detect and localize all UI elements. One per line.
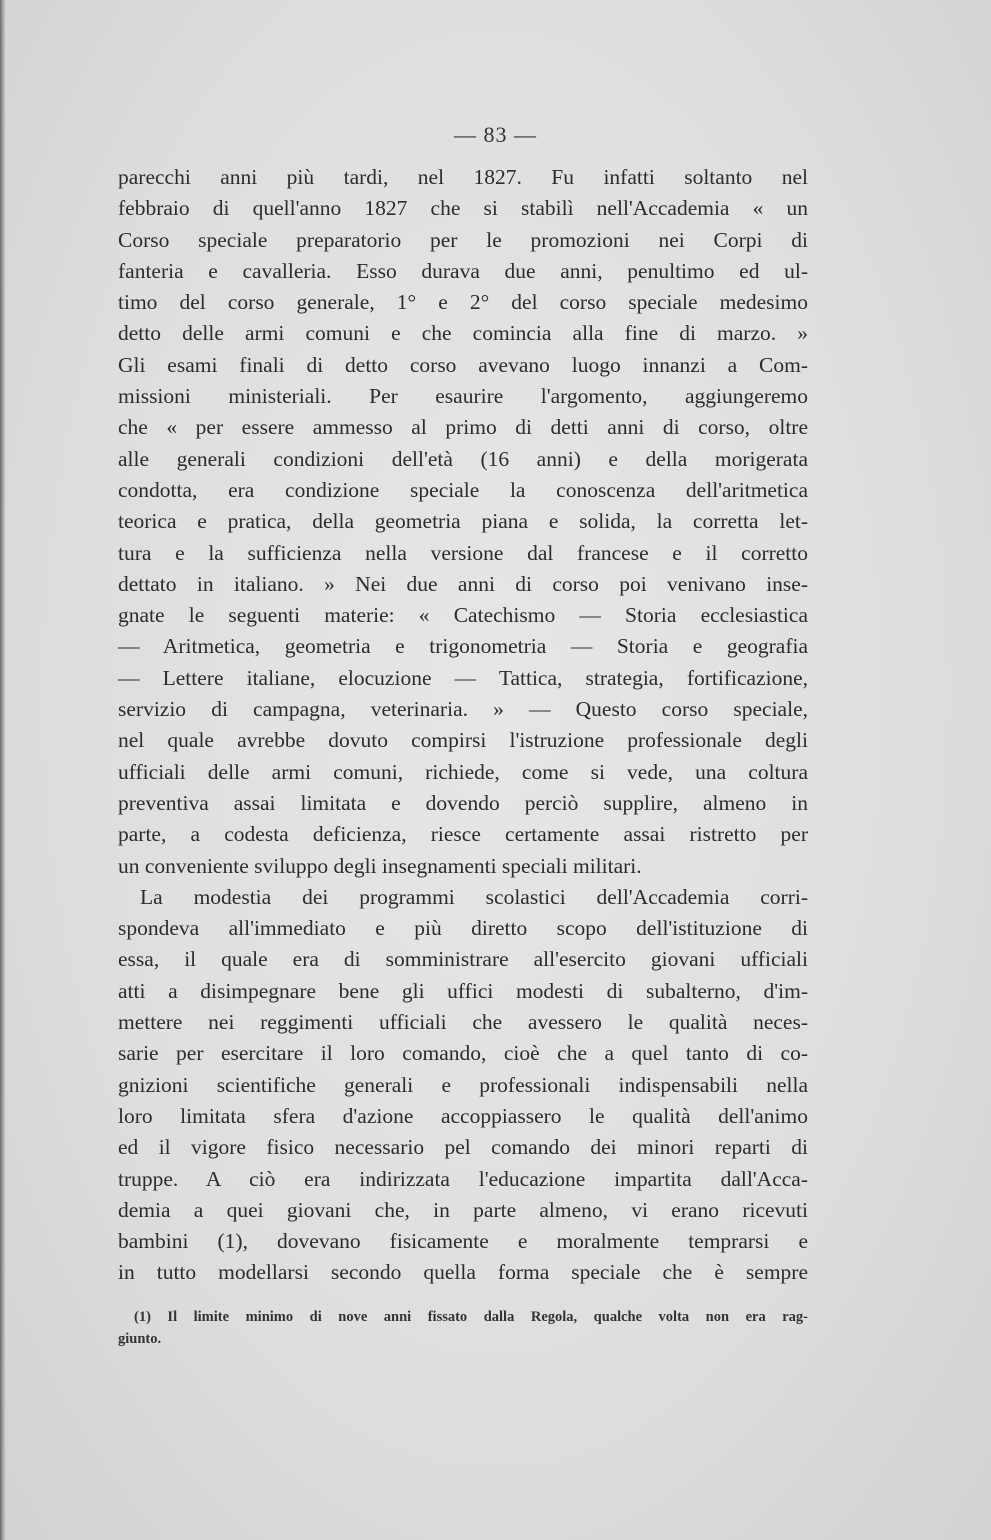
text-line: gnizioni scientifiche generali e professionali indispensabili nella — [118, 1072, 808, 1097]
text-line: demia a quei giovani che, in parte almeno, vi erano ricevuti — [118, 1197, 808, 1222]
text-line: febbraio di quell'anno 1827 che si stabilì nell'Accademia « un — [118, 196, 808, 221]
text-line: alle generali condizioni dell'età (16 anni) e della morigerata — [118, 446, 808, 471]
text-line: dettato in italiano. » Nei due anni di corso poi venivano inse- — [118, 571, 808, 596]
text-line: detto delle armi comuni e che comincia alla fine di marzo. » — [118, 321, 808, 346]
text-line: essa, il quale era di somministrare all'esercito giovani ufficiali — [118, 947, 808, 972]
footnote — [118, 1306, 808, 1350]
text-line: parecchi anni più tardi, nel 1827. Fu infatti soltanto nel — [118, 165, 808, 189]
text-line-paragraph-end: un conveniente sviluppo degli insegnamenti speciali militari. — [118, 853, 642, 878]
footnote-line: giunto. — [118, 1331, 162, 1347]
text-line: nel quale avrebbe dovuto compirsi l'istruzione professionale degli — [118, 728, 808, 753]
text-line: truppe. A ciò era indirizzata l'educazione impartita dall'Acca- — [118, 1166, 808, 1191]
text-line: teorica e pratica, della geometria piana e solida, la corretta let- — [118, 509, 808, 534]
text-line: che « per essere ammesso al primo di detti anni di corso, oltre — [118, 415, 808, 440]
text-line: parte, a codesta deficienza, riesce certamente assai ristretto per — [118, 822, 808, 847]
text-line: bambini (1), dovevano fisicamente e moralmente temprarsi e — [118, 1229, 808, 1254]
text-line: — Lettere italiane, elocuzione — Tattica, strategia, fortificazione, — [118, 665, 808, 690]
text-line: servizio di campagna, veterinaria. » — Questo corso speciale, — [118, 697, 808, 722]
text-line-paragraph-start: La modestia dei programmi scolastici dell'Accademia corri- — [140, 884, 808, 909]
text-line: loro limitata sfera d'azione accoppiassero le qualità dell'animo — [118, 1103, 808, 1128]
text-line: timo del corso generale, 1° e 2° del corso speciale medesimo — [118, 290, 808, 315]
text-line: spondeva all'immediato e più diretto scopo dell'istituzione di — [118, 916, 808, 941]
text-line: gnate le seguenti materie: « Catechismo — Storia ecclesiastica — [118, 603, 808, 628]
text-line: in tutto modellarsi secondo quella forma speciale che è sempre — [118, 1260, 808, 1285]
text-line: missioni ministeriali. Per esaurire l'argomento, aggiungeremo — [118, 384, 808, 409]
page-spine-shadow — [0, 0, 6, 1540]
text-line: sarie per esercitare il loro comando, cioè che a quel tanto di co- — [118, 1041, 808, 1066]
text-line: fanteria e cavalleria. Esso durava due anni, penultimo ed ul- — [118, 258, 808, 283]
text-line: preventiva assai limitata e dovendo perciò supplire, almeno in — [118, 790, 808, 815]
text-line: mettere nei reggimenti ufficiali che avessero le qualità neces- — [118, 1010, 808, 1035]
text-line: tura e la sufficienza nella versione dal francese e il corretto — [118, 540, 808, 565]
body-text — [118, 162, 808, 1289]
footnote-line: (1) Il limite minimo di nove anni fissato dalla Regola, qualche volta non era rag- — [134, 1309, 808, 1325]
text-line: atti a disimpegnare bene gli uffici modesti di subalterno, d'im- — [118, 978, 808, 1003]
text-line: Corso speciale preparatorio per le promozioni nei Corpi di — [118, 227, 808, 252]
text-line: ed il vigore fisico necessario pel comando dei minori reparti di — [118, 1135, 808, 1160]
text-line: — Aritmetica, geometria e trigonometria — Storia e geografia — [118, 634, 808, 659]
text-line: condotta, era condizione speciale la conoscenza dell'aritmetica — [118, 477, 808, 502]
page-number: — 83 — — [454, 122, 537, 147]
text-line: ufficiali delle armi comuni, richiede, come si vede, una coltura — [118, 759, 808, 784]
text-line: Gli esami finali di detto corso avevano luogo innanzi a Com- — [118, 352, 808, 377]
